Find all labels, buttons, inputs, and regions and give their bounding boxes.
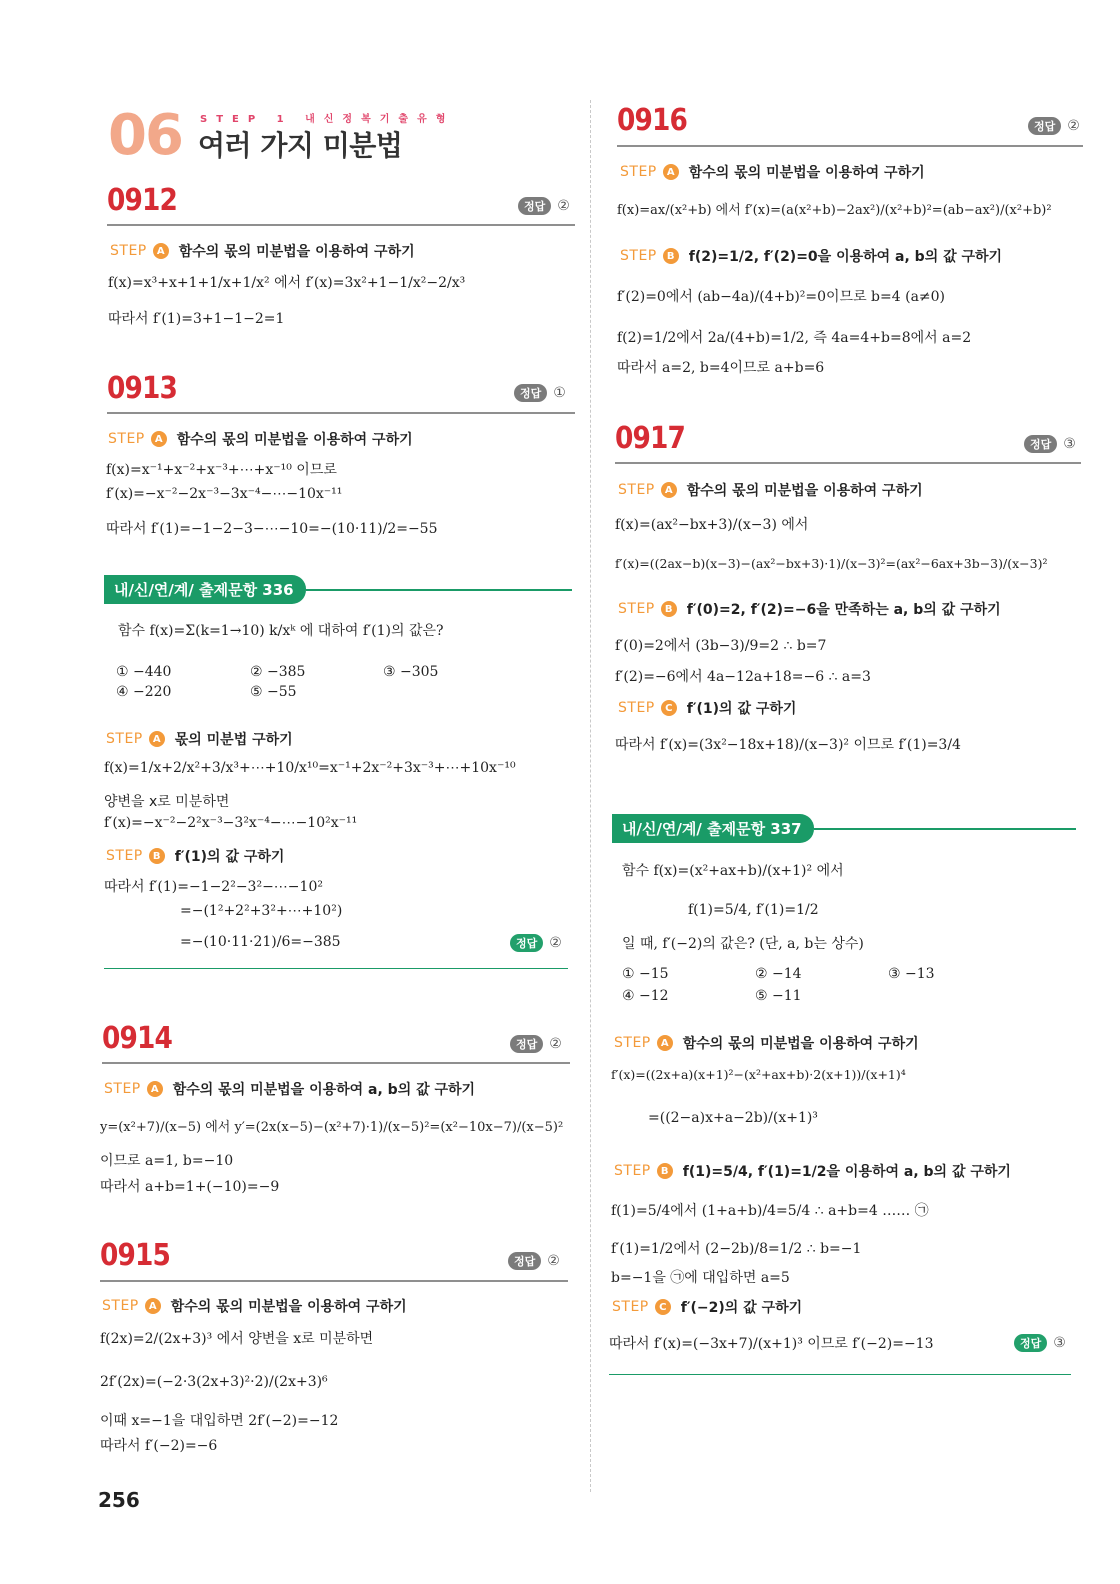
step-c-337 <box>612 1297 802 1317</box>
solution-line: f(x)=1/x+2/x²+3/x³+⋯+10/x¹⁰=x⁻¹+2x⁻²+3x⁻³+⋯+10x⁻¹⁰ <box>104 760 516 776</box>
problem-rule <box>102 1062 570 1064</box>
solution-line: f(2)=1/2에서 2a/(4+b)=1/2, 즉 4a=4+b=8에서 a=2 <box>617 330 972 346</box>
choice-2[interactable]: ② −385 <box>250 664 306 680</box>
answer-mark: ③ <box>1063 436 1076 452</box>
link-banner-rule <box>814 828 1076 830</box>
answer-mark: ② <box>549 1036 562 1052</box>
problem-number-0912: 0912 <box>107 183 177 218</box>
answer-0912 <box>518 197 570 215</box>
column-divider <box>590 100 591 1492</box>
step-word: STEP <box>620 248 657 264</box>
choice-1[interactable]: ① −15 <box>622 966 669 982</box>
solution-line: y=(x²+7)/(x−5) 에서 y′=(2x(x−5)−(x²+7)·1)/(x−5)²=(x²−10x−7)/(x−5)² <box>100 1120 564 1135</box>
step-title: f′(1)의 값 구하기 <box>686 701 797 717</box>
solution-line: 따라서 f′(1)=−1−2²−3²−⋯−10² <box>104 879 323 895</box>
step-b-336 <box>106 846 284 866</box>
step-word: STEP <box>102 1298 139 1314</box>
choice-5[interactable]: ⑤ −55 <box>250 684 297 700</box>
solution-line: f(1)=5/4에서 (1+a+b)/4=5/4 ∴ a+b=4 …… ㉠ <box>611 1203 929 1219</box>
step-letter: B <box>657 1163 673 1179</box>
step-word: STEP <box>104 1081 141 1097</box>
answer-0917 <box>1024 435 1076 453</box>
answer-0916 <box>1028 117 1080 135</box>
answer-badge: 정답 <box>514 384 547 402</box>
solution-line: =−(1²+2²+3²+⋯+10²) <box>180 903 343 919</box>
solution-line: 이므로 a=1, b=−10 <box>100 1153 234 1169</box>
step-word: STEP <box>614 1035 651 1051</box>
step-b-0916 <box>620 246 1002 266</box>
choice-2[interactable]: ② −14 <box>755 966 802 982</box>
choice-1[interactable]: ① −440 <box>116 664 172 680</box>
answer-badge: 정답 <box>508 1252 541 1270</box>
answer-337 <box>1014 1334 1066 1352</box>
problem-number-0917: 0917 <box>615 421 685 456</box>
solution-line: b=−1을 ㉠에 대입하면 a=5 <box>611 1270 790 1286</box>
link-end-rule <box>104 968 568 969</box>
answer-336 <box>510 934 562 952</box>
choice-4[interactable]: ④ −220 <box>116 684 172 700</box>
step-a-0913 <box>108 429 413 449</box>
problem-number-0914: 0914 <box>102 1021 172 1056</box>
answer-mark: ① <box>553 385 566 401</box>
step-letter: C <box>655 1299 671 1315</box>
step-letter: A <box>149 731 165 747</box>
link-banner-336 <box>104 575 572 604</box>
step-letter: A <box>661 482 677 498</box>
step-letter: A <box>153 243 169 259</box>
solution-line: f(2x)=2/(2x+3)³ 에서 양변을 x로 미분하면 <box>100 1331 374 1347</box>
answer-mark: ② <box>557 198 570 214</box>
choice-5[interactable]: ⑤ −11 <box>755 988 802 1004</box>
solution-line: f′(2)=0에서 (ab−4a)/(4+b)²=0이므로 b=4 (a≠0) <box>617 289 946 305</box>
step-word: STEP <box>108 431 145 447</box>
chapter-step-label: STEP 1 내신정복기출유형 <box>200 114 455 125</box>
solution-line: 양변을 x로 미분하면 <box>104 794 230 810</box>
link-banner-337 <box>612 814 1076 843</box>
step-a-0916 <box>620 162 925 182</box>
answer-mark: ② <box>547 1253 560 1269</box>
answer-badge: 정답 <box>518 197 551 215</box>
step-letter: C <box>661 700 677 716</box>
solution-line: f(x)=x³+x+1+1/x+1/x² 에서 f′(x)=3x²+1−1/x²−2/x³ <box>108 275 466 291</box>
step-letter: A <box>657 1035 673 1051</box>
question-text: 일 때, f′(−2)의 값은? (단, a, b는 상수) <box>622 936 864 952</box>
solution-line: f(x)=ax/(x²+b) 에서 f′(x)=(a(x²+b)−2ax²)/(x²+b)²=(ab−ax²)/(x²+b)² <box>617 203 1052 218</box>
step-letter: B <box>661 601 677 617</box>
solution-line: =((2−a)x+a−2b)/(x+1)³ <box>648 1110 818 1126</box>
step-title: 함수의 몫의 미분법을 이용하여 a, b의 값 구하기 <box>172 1082 476 1098</box>
solution-line: 따라서 f′(x)=(3x²−18x+18)/(x−3)² 이므로 f′(1)=3/4 <box>615 737 961 753</box>
step-letter: A <box>145 1298 161 1314</box>
step-title: f′(1)의 값 구하기 <box>174 849 285 865</box>
step-word: STEP <box>618 700 655 716</box>
solution-line: 이때 x=−1을 대입하면 2f′(−2)=−12 <box>100 1413 339 1429</box>
step-letter: A <box>663 164 679 180</box>
choice-4[interactable]: ④ −12 <box>622 988 669 1004</box>
solution-line: 따라서 f′(1)=3+1−1−2=1 <box>108 311 285 327</box>
step-c-0917 <box>618 698 796 718</box>
question-text: f(1)=5/4, f′(1)=1/2 <box>688 902 819 918</box>
solution-line: f′(x)=−x⁻²−2²x⁻³−3²x⁻⁴−⋯−10²x⁻¹¹ <box>104 815 358 831</box>
link-banner-label: 내/신/연/계/ 출제문항 337 <box>612 814 814 843</box>
step-title: 몫의 미분법 구하기 <box>174 732 293 748</box>
solution-line: 따라서 a=2, b=4이므로 a+b=6 <box>617 360 825 376</box>
chapter-number: 06 <box>108 103 182 168</box>
choice-3[interactable]: ③ −305 <box>383 664 439 680</box>
link-banner-label: 내/신/연/계/ 출제문항 336 <box>104 575 306 604</box>
step-word: STEP <box>106 731 143 747</box>
step-letter: B <box>149 848 165 864</box>
step-word: STEP <box>618 601 655 617</box>
problem-rule <box>615 462 1081 464</box>
solution-line: f(x)=(ax²−bx+3)/(x−3) 에서 <box>615 517 809 533</box>
choice-3[interactable]: ③ −13 <box>888 966 935 982</box>
step-a-0912 <box>110 241 415 261</box>
solution-line: f′(2)=−6에서 4a−12a+18=−6 ∴ a=3 <box>615 669 871 685</box>
answer-badge: 정답 <box>510 1035 543 1053</box>
solution-line: f′(x)=((2x+a)(x+1)²−(x²+ax+b)·2(x+1))/(x+1)⁴ <box>611 1067 906 1082</box>
step-title: 함수의 몫의 미분법을 이용하여 구하기 <box>686 483 923 499</box>
problem-rule <box>107 412 575 414</box>
step-word: STEP <box>106 848 143 864</box>
problem-number-0913: 0913 <box>107 371 177 406</box>
solution-line: f′(0)=2에서 (3b−3)/9=2 ∴ b=7 <box>615 638 827 654</box>
question-text: 함수 f(x)=Σ(k=1→10) k/xᵏ 에 대하여 f′(1)의 값은? <box>118 623 444 639</box>
answer-mark: ③ <box>1053 1335 1066 1351</box>
step-b-0917 <box>618 599 1001 619</box>
step-letter: B <box>663 248 679 264</box>
step-a-0917 <box>618 480 923 500</box>
solution-line: 따라서 f′(−2)=−6 <box>100 1438 218 1454</box>
step-a-0915 <box>102 1296 407 1316</box>
answer-0914 <box>510 1035 562 1053</box>
answer-mark: ② <box>1067 118 1080 134</box>
problem-rule <box>617 145 1083 147</box>
link-end-rule <box>609 1374 1071 1375</box>
solution-line: 따라서 f′(1)=−1−2−3−⋯−10=−(10·11)/2=−55 <box>106 521 438 537</box>
step-letter: A <box>151 431 167 447</box>
answer-0913 <box>514 384 566 402</box>
solution-line: f(x)=x⁻¹+x⁻²+x⁻³+⋯+x⁻¹⁰ 이므로 <box>106 462 337 478</box>
step-title: 함수의 몫의 미분법을 이용하여 구하기 <box>682 1036 919 1052</box>
step-title: 함수의 몫의 미분법을 이용하여 구하기 <box>688 165 925 181</box>
link-banner-rule <box>306 589 572 591</box>
answer-0915 <box>508 1252 560 1270</box>
step-title: f(1)=5/4, f′(1)=1/2을 이용하여 a, b의 값 구하기 <box>682 1164 1011 1180</box>
answer-badge: 정답 <box>510 934 543 952</box>
step-title: f′(−2)의 값 구하기 <box>680 1300 803 1316</box>
step-title: 함수의 몫의 미분법을 이용하여 구하기 <box>178 244 415 260</box>
solution-line: =−(10·11·21)/6=−385 <box>180 934 341 950</box>
step-word: STEP <box>618 482 655 498</box>
step-letter: A <box>147 1081 163 1097</box>
solution-line: 따라서 f′(x)=(−3x+7)/(x+1)³ 이므로 f′(−2)=−13 <box>609 1336 934 1352</box>
answer-badge: 정답 <box>1024 435 1057 453</box>
solution-line: f′(x)=−x⁻²−2x⁻³−3x⁻⁴−⋯−10x⁻¹¹ <box>106 486 343 502</box>
solution-line: 2f′(2x)=(−2·3(2x+3)²·2)/(2x+3)⁶ <box>100 1374 328 1390</box>
step-word: STEP <box>614 1163 651 1179</box>
solution-line: f′(x)=((2ax−b)(x−3)−(ax²−bx+3)·1)/(x−3)²=(ax²−6ax+3b−3)/(x−3)² <box>615 556 1048 571</box>
step-word: STEP <box>620 164 657 180</box>
step-word: STEP <box>110 243 147 259</box>
step-word: STEP <box>612 1299 649 1315</box>
step-title: 함수의 몫의 미분법을 이용하여 구하기 <box>176 432 413 448</box>
problem-number-0915: 0915 <box>100 1238 170 1273</box>
step-title: f′(0)=2, f′(2)=−6을 만족하는 a, b의 값 구하기 <box>686 602 1001 618</box>
problem-number-0916: 0916 <box>617 103 687 138</box>
answer-badge: 정답 <box>1028 117 1061 135</box>
step-a-336 <box>106 729 293 749</box>
step-a-0914 <box>104 1079 475 1099</box>
problem-rule <box>100 1280 568 1282</box>
step-a-337 <box>614 1033 919 1053</box>
solution-line: f′(1)=1/2에서 (2−2b)/8=1/2 ∴ b=−1 <box>611 1241 862 1257</box>
problem-rule <box>107 224 575 226</box>
solution-line: 따라서 a+b=1+(−10)=−9 <box>100 1179 280 1195</box>
answer-mark: ② <box>549 935 562 951</box>
step-title: 함수의 몫의 미분법을 이용하여 구하기 <box>170 1299 407 1315</box>
chapter-title: 여러 가지 미분법 <box>198 129 403 162</box>
question-text: 함수 f(x)=(x²+ax+b)/(x+1)² 에서 <box>622 863 844 879</box>
step-b-337 <box>614 1161 1011 1181</box>
answer-badge: 정답 <box>1014 1334 1047 1352</box>
page-number: 256 <box>98 1488 140 1512</box>
step-title: f(2)=1/2, f′(2)=0을 이용하여 a, b의 값 구하기 <box>688 249 1003 265</box>
